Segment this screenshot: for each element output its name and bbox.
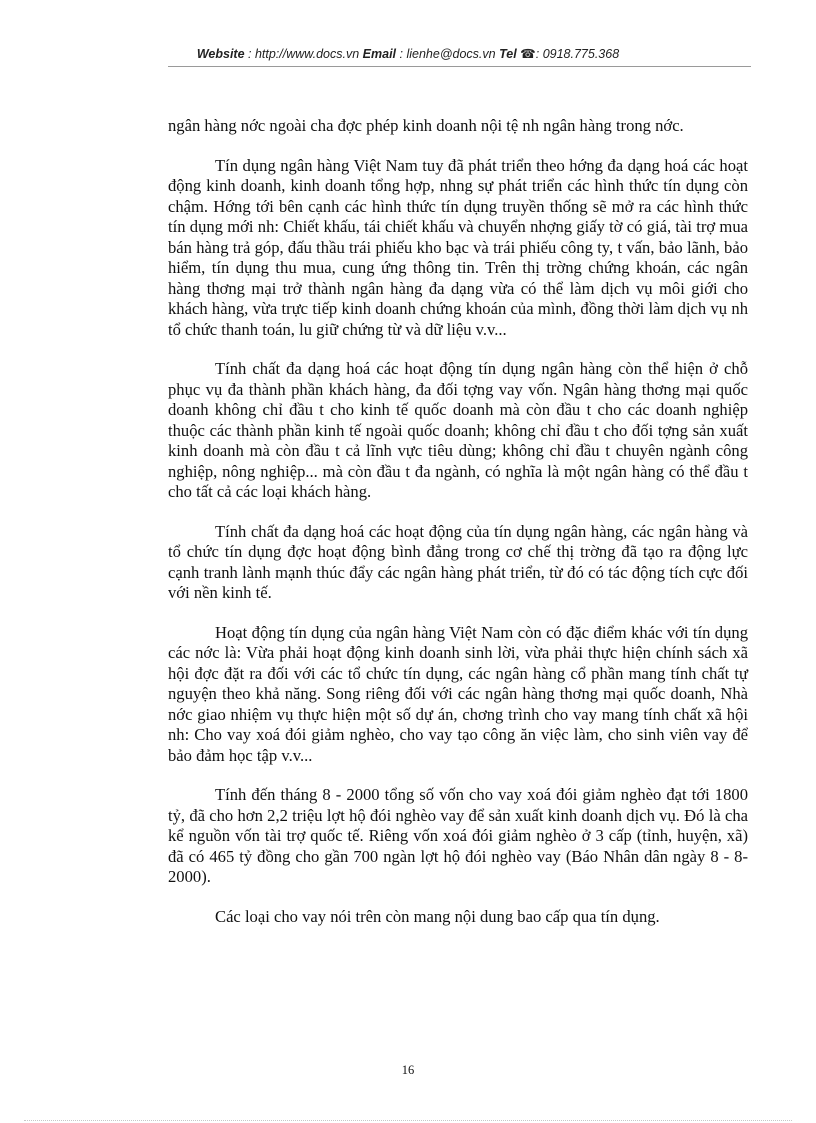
paragraph-2: Tín dụng ngân hàng Việt Nam tuy đã phát triển theo hớng đa dạng hoá các hoạt động kinh doanh, kinh doanh tổng hợp, nhng sự phát triển các hình thức tín dụng còn chậm. Hớng tới bên cạnh các hình thức tín dụng truyền thống sẽ mở ra các hình thức tín dụng mới nh: Chiết khấu, tái chiết khấu và chuyển nhợng giấy tờ có giá, tài trợ mua bán hàng trả góp, đấu thầu trái phiếu kho bạc và trái phiếu công ty, t vấn, bảo lãnh, bảo hiểm, tín dụng thu mua, cung ứng thông tin. Trên thị trờng chứng khoán, các ngân hàng thơng mại trở thành ngân hàng đa dạng vừa có thể làm dịch vụ môi giới cho khách hàng, vừa trực tiếp kinh doanh chứng khoán của mình, đồng thời làm dịch vụ nh tổ chức thanh toán, lu giữ chứng từ và dữ liệu v.v... [168, 155, 748, 339]
email-value: : lienhe@docs.vn [399, 47, 496, 61]
paragraph-4: Tính chất đa dạng hoá các hoạt động của tín dụng ngân hàng, các ngân hàng và tổ chức tín dụng đợc hoạt động bình đẳng trong cơ chế thị trờng đã tạo ra động lực cạnh tranh lành mạnh thúc đẩy các ngân hàng phát triển, từ đó có tác động tích cực đối với nền kinh tế. [168, 521, 748, 602]
website-label: Website [196, 47, 245, 61]
tel-value: : 0918.775.368 [535, 47, 620, 61]
paragraph-5: Hoạt động tín dụng của ngân hàng Việt Nam còn có đặc điểm khác với tín dụng các nớc là: Vừa phải hoạt động kinh doanh sinh lời, vừa phải thực hiện chính sách xã hội đợc đặt ra đối với các tổ chức tín dụng, các ngân hàng cổ phần mang tính chất tự nguyện theo khả năng. Song riêng đối với các ngân hàng thơng mại quốc doanh, Nhà nớc giao nhiệm vụ thực hiện một số dự án, chơng trình cho vay mang tính chất xã hội nh: Cho vay xoá đói giảm nghèo, cho vay tạo công ăn việc làm, cho sinh viên vay để bảo đảm học tập v.v... [168, 622, 748, 765]
paragraph-1: ngân hàng nớc ngoài cha đợc phép kinh doanh nội tệ nh ngân hàng trong nớc. [168, 116, 684, 135]
page-header [0, 46, 816, 61]
paragraph-3: Tính chất đa dạng hoá các hoạt động tín dụng ngân hàng còn thể hiện ở chỗ phục vụ đa thành phần khách hàng, đa đối tợng vay vốn. Ngân hàng thơng mại quốc doanh không chỉ đầu t cho kinh tế quốc doanh mà còn đầu t cho các doanh nghiệp thuộc các thành phần kinh tế ngoài quốc doanh; không chỉ đầu t cho đối tợng sản xuất kinh doanh mà còn đầu t cả lĩnh vực tiêu dùng; không chỉ đầu t chuyên ngành công nghiệp, nông nghiệp... mà còn đầu t đa ngành, có nghĩa là một ngân hàng có thể đầu t cho tất cả các loại khách hàng. [168, 359, 748, 501]
page-number: 16 [401, 1063, 415, 1077]
paragraph-7: Các loại cho vay nói trên còn mang nội dung bao cấp qua tín dụng. [215, 906, 660, 926]
website-value: : http://www.docs.vn [248, 47, 360, 61]
document-body [168, 116, 748, 946]
phone-icon: ☎ [520, 47, 536, 61]
header-rule [168, 66, 751, 67]
email-label: Email [362, 47, 397, 61]
page-bottom-rule [24, 1120, 792, 1121]
tel-label: Tel [499, 47, 517, 61]
paragraph-6: Tính đến tháng 8 - 2000 tổng số vốn cho vay xoá đói giảm nghèo đạt tới 1800 tỷ, đã cho hơn 2,2 triệu lợt hộ đói nghèo vay để sản xuất kinh doanh dịch vụ. Đó là cha kể nguồn vốn tài trợ quốc tế. Riêng vốn xoá đói giảm nghèo ở 3 cấp (tỉnh, huyện, xã) đã có 465 tỷ đồng cho gần 700 ngàn lợt hộ đói nghèo vay (Báo Nhân dân ngày 8 - 8- 2000). [168, 785, 748, 886]
